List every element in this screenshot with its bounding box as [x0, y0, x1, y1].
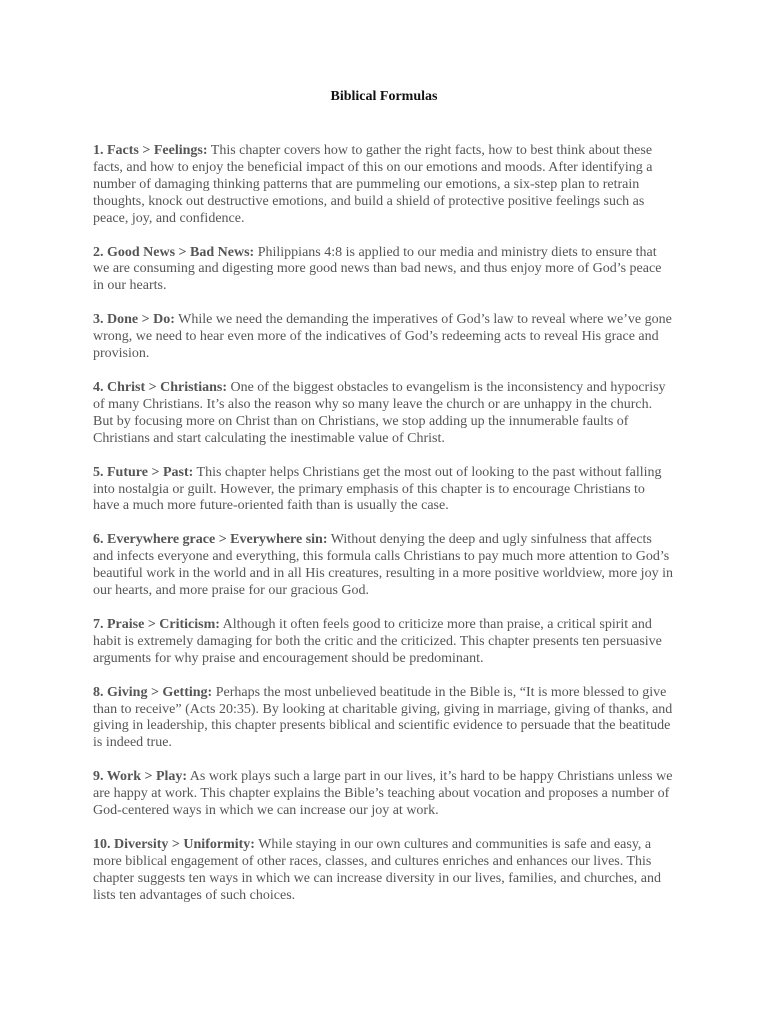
item-heading: 5. Future > Past: [93, 464, 194, 480]
list-item [93, 245, 673, 296]
item-heading: 4. Christ > Christians: [93, 379, 227, 395]
list-item [93, 769, 673, 820]
list-item [93, 380, 673, 448]
list-item [93, 143, 673, 228]
item-text: Without denying the deep and ugly sinfulness that affects and infects everyone and everything, this formula calls Christians to pay much more attention to God’s beautiful work in the world and in all His creatures, resulting in a more positive worldview, more joy in our hearts, and more praise for our gracious God. [93, 532, 673, 599]
item-heading: 7. Praise > Criticism: [93, 616, 220, 632]
document-body [93, 143, 673, 922]
item-text: This chapter helps Christians get the most out of looking to the past without falling into nostalgia or guilt. However, the primary emphasis of this chapter is to encourage Christians to have a much more future-oriented faith than is usually the case. [93, 464, 662, 514]
item-heading: 1. Facts > Feelings: [93, 143, 208, 158]
item-heading: 2. Good News > Bad News: [93, 244, 255, 260]
item-text: This chapter covers how to gather the right facts, how to best think about these facts, and how to enjoy the beneficial impact of this on our emotions and moods. After identifying a number of damaging thinking patterns that are pummeling our emotions, a six-step plan to retrain thoughts, knock out destructive emotions, and build a shield of protective positive feelings such as peace, joy, and confidence. [93, 143, 653, 226]
item-heading: 3. Done > Do: [93, 312, 175, 328]
item-text: Although it often feels good to criticize more than praise, a critical spirit and habit is extremely damaging for both the critic and the criticized. This chapter presents ten persuasive arguments for why praise and encouragement should be predominant. [93, 616, 662, 666]
item-text: Philippians 4:8 is applied to our media and ministry diets to ensure that we are consuming and digesting more good news than bad news, and thus enjoy more of God’s peace in our hearts. [93, 244, 662, 294]
list-item [93, 465, 673, 516]
item-text: Perhaps the most unbelieved beatitude in the Bible is, “It is more blessed to give than to receive” (Acts 20:35). By looking at charitable giving, giving in marriage, giving of thanks, and giving in leadership, this chapter presents biblical and scientific evidence to persuade that the beatitude is indeed true. [93, 684, 673, 751]
item-text: As work plays such a large part in our lives, it’s hard to be happy Christians unless we are happy at work. This chapter explains the Bible’s teaching about vocation and proposes a number of God-centered ways in which we can increase our joy at work. [93, 769, 673, 819]
list-item [93, 532, 673, 600]
item-heading: 8. Giving > Getting: [93, 684, 213, 700]
list-item [93, 685, 673, 753]
list-item [93, 617, 673, 668]
item-heading: 10. Diversity > Uniformity: [93, 837, 255, 852]
item-text: While staying in our own cultures and communities is safe and easy, a more biblical engagement of other races, classes, and cultures enriches and enhances our lives. This chapter suggests ten ways in which we can increase diversity in our lives, families, and churches, and lists ten advantages of such choices. [93, 837, 661, 903]
item-heading: 6. Everywhere grace > Everywhere sin: [93, 532, 328, 548]
document-title: Biblical Formulas [330, 89, 438, 104]
item-text: One of the biggest obstacles to evangelism is the inconsistency and hypocrisy of many Christians. It’s also the reason why so many leave the church or are unhappy in the church. But by focusing more on Christ than on Christians, we stop adding up the innumerable faults of Christians and start calculating the inestimable value of Christ. [93, 379, 666, 446]
list-item [93, 837, 673, 905]
item-text: While we need the demanding the imperatives of God’s law to reveal where we’ve gone wrong, we need to hear even more of the indicatives of God’s redeeming acts to reveal His grace and provision. [93, 312, 672, 362]
list-item [93, 312, 673, 363]
item-heading: 9. Work > Play: [93, 769, 188, 785]
